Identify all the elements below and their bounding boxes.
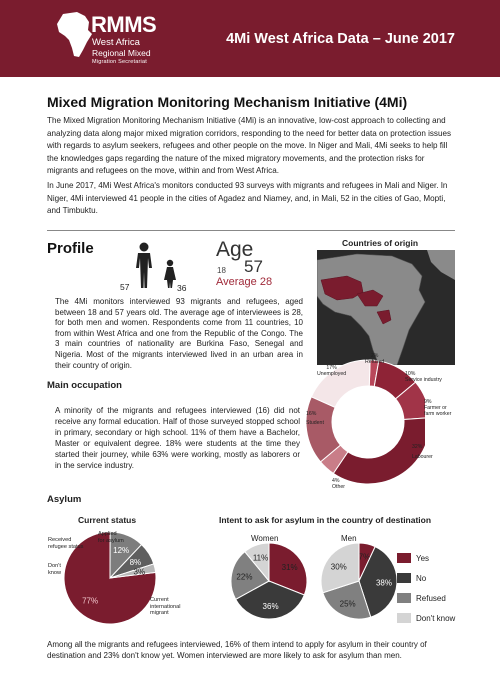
pie-value-label: 7%: [358, 552, 371, 562]
africa-map-icon: [55, 10, 95, 60]
profile-heading: Profile: [47, 240, 94, 257]
asylum-legend: [397, 548, 455, 628]
label-text: Current: [150, 597, 169, 603]
legend-swatch: [397, 593, 411, 603]
label-received: [48, 537, 83, 550]
occupation-paragraph: A minority of the migrants and refugees interviewed (16) did not receive any formal education. Half of those surveyed stopped school in primary, secondary or high school. 11% of them have a Bachelor, Master or equivalent degree. 18% were students at the time they started their journey, while 63% were working, mostly as laborers or in the service industry.: [55, 406, 300, 470]
legend-item-dont-know: [397, 608, 455, 628]
label-text: Other: [332, 484, 345, 490]
legend-label: Refused: [416, 593, 446, 603]
intro-paragraph: In June 2017, 4Mi West Africa's monitors conducted 93 surveys with migrants and refugees in Mali and Niger. In Niger, 4Mi interviewed 41 people in the cities of Agadez and Niamey, and, in Mali, 52 in the cities of Gao, Mopti, and Timbuktu.: [47, 181, 448, 215]
label-text: Received: [48, 537, 72, 543]
pie-value-label: 30%: [330, 562, 347, 572]
label-value: 4%: [332, 478, 340, 484]
men-intent-pie-chart: [318, 540, 400, 622]
pie-value-label: 25%: [339, 599, 356, 609]
pie-value-label: 31%: [281, 562, 298, 572]
legend-swatch: [397, 573, 411, 583]
label-text: international: [150, 603, 181, 610]
label-unemployed: [317, 365, 346, 377]
legend-label: No: [416, 573, 427, 583]
header-title: 4Mi West Africa Data – June 2017: [226, 31, 455, 47]
age-heading: Age: [216, 238, 254, 261]
label-text: Don't: [48, 563, 61, 569]
women-intent-pie-chart: [228, 540, 310, 622]
label-refused: [365, 353, 384, 365]
label-text: Unemployed: [317, 371, 347, 377]
label-value: 16%: [306, 411, 317, 417]
countries-of-origin-map: [317, 250, 455, 365]
legend-item-yes: [397, 548, 455, 568]
label-labourer: [412, 444, 433, 460]
current-status-heading: Current status: [78, 515, 137, 525]
pie-value-label: 22%: [236, 572, 253, 582]
label-text: refugee status: [48, 543, 84, 550]
label-text: Refused: [365, 359, 385, 365]
label-text: Applied: [98, 531, 117, 537]
man-icon: [140, 243, 149, 252]
label-text: Student: [306, 420, 324, 426]
pie-value-label: 11%: [252, 553, 269, 563]
label-text: migrant: [150, 610, 169, 616]
logo-subtitle: Regional Mixed: [92, 48, 151, 58]
legend-swatch: [397, 613, 411, 623]
pie-value-label: 77%: [82, 596, 99, 606]
footer-paragraph: Among all the migrants and refugees interviewed, 16% of them intend to apply for asylum in their country of destination and 23% don't know yet. Women interviewed are more likely to ask for asylum than men.: [47, 640, 427, 660]
logo-subtitle: Migration Secretariat: [92, 59, 147, 65]
profile-paragraph: The 4Mi monitors interviewed 93 migrants and refugees, aged between 18 and 57 years old. The average age of interviewees is 28, for both men and women. Respondents come from 11 countries, 10 from within West Africa and one from the Republic of the Congo. The 3 main countries of nationality are Burkina Faso, Senegal and Nigeria. Most of the migrants interviewed lived in an urban area in their country of origin.: [55, 297, 303, 370]
logo-subtitle: West Africa: [92, 37, 140, 48]
men-label: Men: [341, 534, 357, 543]
asylum-heading: Asylum: [47, 494, 82, 505]
pie-value-label: 12%: [113, 546, 130, 556]
label-text: farm worker: [424, 411, 452, 417]
countries-heading: Countries of origin: [342, 238, 419, 248]
label-service: [405, 371, 442, 383]
label-text: know: [48, 569, 62, 576]
label-text: Farmer or: [424, 405, 447, 411]
header-banner: [0, 0, 500, 77]
pie-value-label: 8%: [129, 558, 142, 568]
legend-label: Don't know: [416, 613, 456, 623]
age-max: 57: [244, 257, 263, 276]
rmms-logo: [55, 10, 165, 68]
age-average: Average 28: [216, 276, 273, 288]
label-value: 17%: [326, 365, 337, 371]
legend-item-refused: [397, 588, 455, 608]
label-text: Labourer: [412, 454, 433, 460]
label-value: 2%: [370, 353, 379, 359]
age-min: 18: [217, 266, 226, 275]
people-icon: [130, 242, 190, 288]
occupation-heading: Main occupation: [47, 380, 122, 391]
legend-swatch: [397, 553, 411, 563]
pie-value-label: 38%: [375, 578, 392, 588]
women-count: 36: [177, 283, 187, 293]
page-title: Mixed Migration Monitoring Mechanism Initiative (4Mi): [47, 94, 408, 110]
label-applied: [98, 531, 124, 544]
label-farmer: [424, 399, 451, 417]
legend-label: Yes: [416, 553, 430, 563]
men-count: 57: [120, 282, 130, 292]
label-text: for asylum: [98, 537, 124, 544]
woman-icon: [167, 260, 173, 266]
label-student: [306, 411, 324, 426]
women-label: Women: [251, 534, 279, 543]
section-divider: [47, 230, 455, 231]
label-value: 9%: [424, 399, 432, 405]
label-value: 32%: [412, 444, 423, 450]
intro-paragraph: The Mixed Migration Monitoring Mechanism Initiative (4Mi) is an innovative, low-cost approach to collecting and analyzing data along major mixed migration corridors, responding to the need for better data on protection issues with regards to asylum seekers, refugees and other people on the move. In Niger and Mali, 4Mi seeks to help fill the knowledges gaps regarding the nature of the mixed migratory movements, and the protection risks for migrants and refugees on the move, within and from West Africa.: [47, 116, 452, 175]
label-text: Service industry: [405, 377, 442, 383]
logo-title: RMMS: [91, 12, 157, 37]
legend-item-no: [397, 568, 455, 588]
pie-value-label: 36%: [262, 601, 279, 611]
label-dont-know: [48, 563, 61, 576]
label-value: 10%: [405, 371, 416, 377]
label-other: [332, 478, 345, 490]
label-current: [150, 597, 180, 617]
pie-value-label: 3%: [133, 567, 146, 577]
intent-heading: Intent to ask for asylum in the country of destination: [219, 515, 432, 525]
